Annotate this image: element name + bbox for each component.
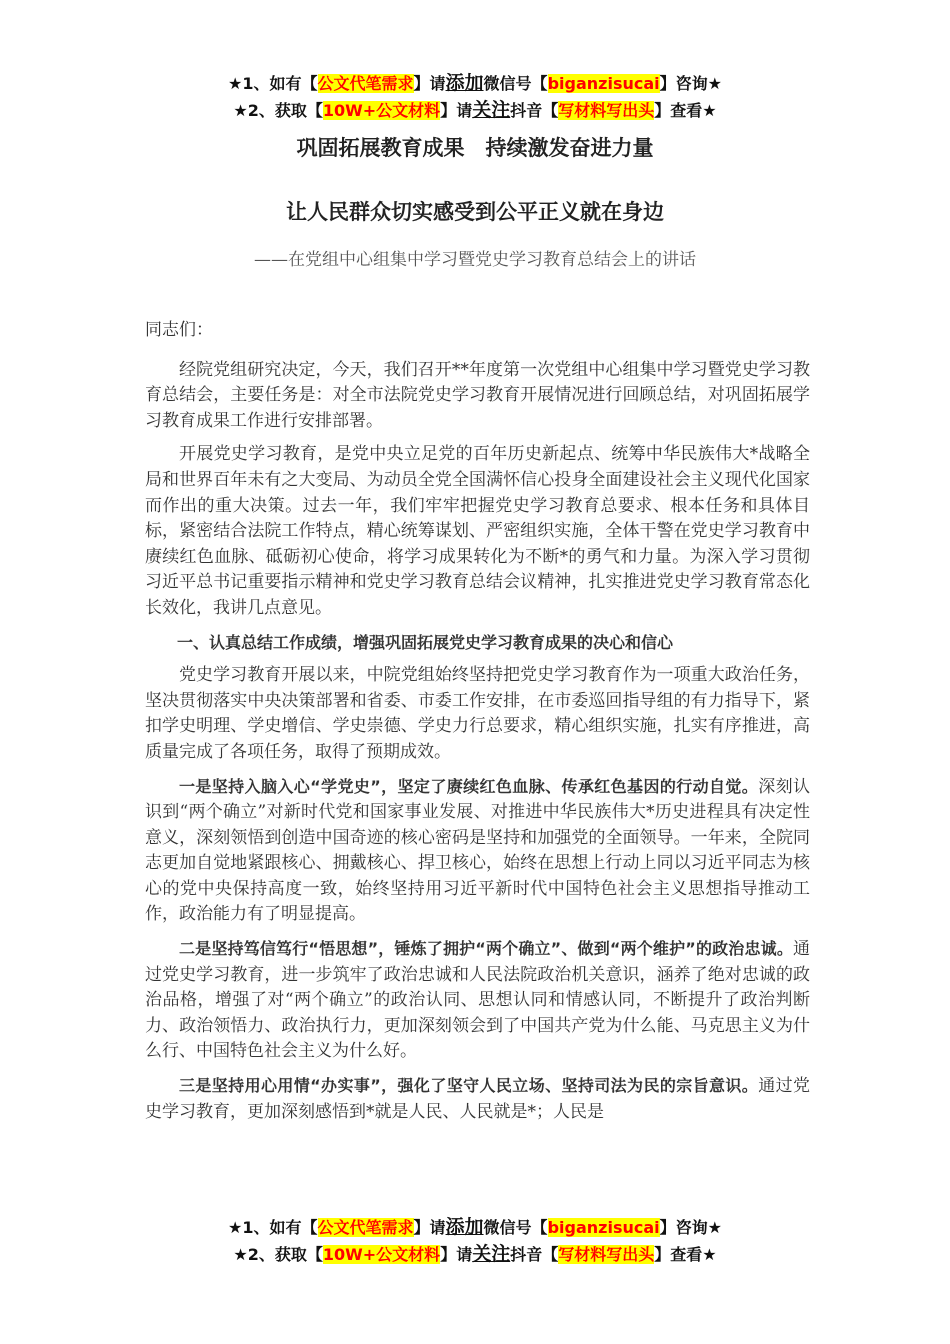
promo-line-1: ★1、如有【公文代笔需求】请添加微信号【biganzisucai】咨询★ — [228, 1216, 722, 1238]
salutation: 同志们： — [145, 320, 213, 340]
document-subtitle: ——在党组中心组集中学习暨党史学习教育总结会上的讲话 — [254, 250, 696, 270]
point-1-lead: 一是坚持入脑入心“学党史”，坚定了赓续红色血脉、传承红色基因的行动自觉。 — [179, 776, 759, 796]
paragraph-point-2 — [145, 936, 810, 1065]
paragraph-point-3 — [145, 1073, 810, 1125]
point-3-text: 通过党史学习教育，更加深刻感悟到*就是人民、人民就是*；人民是 — [145, 1076, 810, 1122]
paragraph-summary: 党史学习教育开展以来，中院党组始终坚持把党史学习教育作为一项重大政治任务，坚决贯彻落实中央决策部署和省委、市委工作安排，在市委巡回指导组的有力指导下，紧扣学史明理、学史增信、学史崇德、学史力行总要求，精心组织实施，扎实有序推进，高质量完成了各项任务，取得了预期成效。 — [145, 665, 810, 762]
promo-banner-bottom — [0, 1214, 950, 1268]
document-title: 巩固拓展教育成果 持续激发奋进力量 — [296, 135, 654, 160]
section-heading-1: 一、认真总结工作成绩，增强巩固拓展党史学习教育成果的决心和信心 — [177, 632, 674, 652]
paragraph-intro: 经院党组研究决定，今天，我们召开**年度第一次党组中心组集中学习暨党史学习教育总结会，主要任务是：对全市法院党史学习教育开展情况进行回顾总结，对巩固拓展学习教育成果工作进行安排部署。 — [145, 359, 810, 431]
promo-line-2: ★2、获取【10W+公文材料】请关注抖音【写材料写出头】查看★ — [233, 1243, 717, 1265]
point-2-lead: 二是坚持笃信笃行“悟思想”，锤炼了拥护“两个确立”、做到“两个维护”的政治忠诚。 — [179, 939, 793, 959]
promo-line-2: ★2、获取【10W+公文材料】请关注抖音【写材料写出头】查看★ — [233, 99, 717, 121]
point-2-text: 通过党史学习教育，进一步筑牢了政治忠诚和人民法院政治机关意识，涵养了绝对忠诚的政治品格，增强了对“两个确立”的政治认同、思想认同和情感认同，不断提升了政治判断力、政治领悟力、政治执行力，更加深刻领会到了中国共产党为什么能、马克思主义为什么行、中国特色社会主义为什么好。 — [145, 939, 810, 1062]
paragraph-point-1 — [145, 774, 810, 929]
document-body — [145, 318, 810, 1133]
promo-banner-top — [0, 70, 950, 124]
point-1-text: 深刻认识到“两个确立”对新时代党和国家事业发展、对推进中华民族伟大*历史进程具有决定性意义，深刻领悟到创造中国奇迹的核心密码是坚持和加强党的全面领导。一年来，全院同志更加自觉地紧跟核心、拥戴核心、捍卫核心，始终在思想上行动上同以习近平同志为核心的党中央保持高度一致，始终坚持用习近平新时代中国特色社会主义思想指导推动工作，政治能力有了明显提高。 — [145, 776, 810, 925]
point-3-lead: 三是坚持用心用情“办实事”，强化了坚守人民立场、坚持司法为民的宗旨意识。 — [179, 1076, 759, 1096]
paragraph-background: 开展党史学习教育，是党中央立足党的百年历史新起点、统筹中华民族伟大*战略全局和世界百年未有之大变局、为动员全党全国满怀信心投身全面建设社会主义现代化国家而作出的重大决策。过去一年，我们牢牢把握党史学习教育总要求、根本任务和具体目标，紧密结合法院工作特点，精心统筹谋划、严密组织实施，全体干警在党史学习教育中赓续红色血脉、砥砺初心使命，将学习成果转化为不断*的勇气和力量。为深入学习贯彻习近平总书记重要指示精神和党史学习教育总结会议精神，扎实推进党史学习教育常态化长效化，我讲几点意见。 — [145, 444, 810, 618]
promo-line-1: ★1、如有【公文代笔需求】请添加微信号【biganzisucai】咨询★ — [228, 72, 722, 94]
document-main-title: 让人民群众切实感受到公平正义就在身边 — [286, 199, 664, 224]
